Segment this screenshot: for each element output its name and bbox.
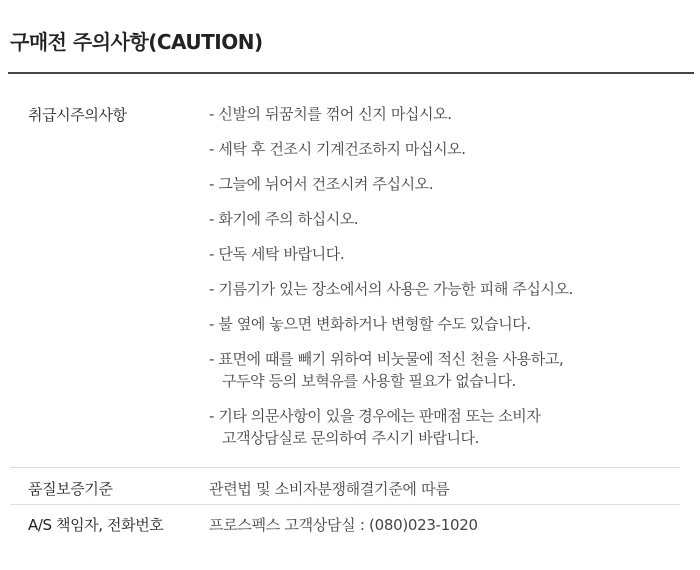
caution-item: [209, 405, 694, 449]
caution-item-line: - 기름기가 있는 장소에서의 사용은 가능한 피해 주십시오.: [209, 280, 574, 298]
caution-item-line: - 단독 세탁 바랍니다.: [209, 245, 345, 263]
caution-item: [209, 208, 694, 230]
page-title: 구매전 주의사항(CAUTION): [10, 30, 263, 54]
caution-item-line: - 표면에 때를 빼기 위하여 비눗물에 적신 천을 사용하고,: [209, 350, 564, 368]
caution-item: [209, 313, 694, 335]
caution-item-line: - 기타 의문사항이 있을 경우에는 판매점 또는 소비자: [209, 407, 541, 425]
title-divider: [8, 72, 694, 74]
caution-item-line: - 세탁 후 건조시 기계건조하지 마십시오.: [209, 140, 466, 158]
caution-item: [209, 348, 694, 392]
caution-item: [209, 173, 694, 195]
caution-item: [209, 138, 694, 160]
quality-label: 품질보증기준: [28, 480, 113, 498]
caution-item-line: - 그늘에 뉘어서 건조시켜 주십시오.: [209, 175, 434, 193]
caution-item: [209, 243, 694, 265]
caution-item-line: - 화기에 주의 하십시오.: [209, 210, 359, 228]
caution-item: [209, 278, 694, 300]
caution-item-line-continued: 고객상담실로 문의하여 주시기 바랍니다.: [222, 429, 480, 447]
caution-item-line: - 신발의 뒤꿈치를 꺾어 신지 마십시오.: [209, 105, 452, 123]
caution-item: [209, 103, 694, 125]
quality-value: 관련법 및 소비자분쟁해결기준에 따름: [209, 480, 450, 498]
row-divider: [10, 504, 680, 505]
caution-item-line-continued: 구두약 등의 보혁유를 사용할 필요가 없습니다.: [222, 372, 516, 390]
caution-item-line: - 불 옆에 놓으면 변화하거나 변형할 수도 있습니다.: [209, 315, 531, 333]
caution-list: [209, 103, 694, 462]
row-divider: [10, 467, 680, 468]
caution-label: 취급시주의사항: [28, 106, 127, 124]
as-value: 프로스펙스 고객상담실 : (080)023-1020: [209, 516, 478, 534]
as-label: A/S 책임자, 전화번호: [28, 516, 164, 534]
